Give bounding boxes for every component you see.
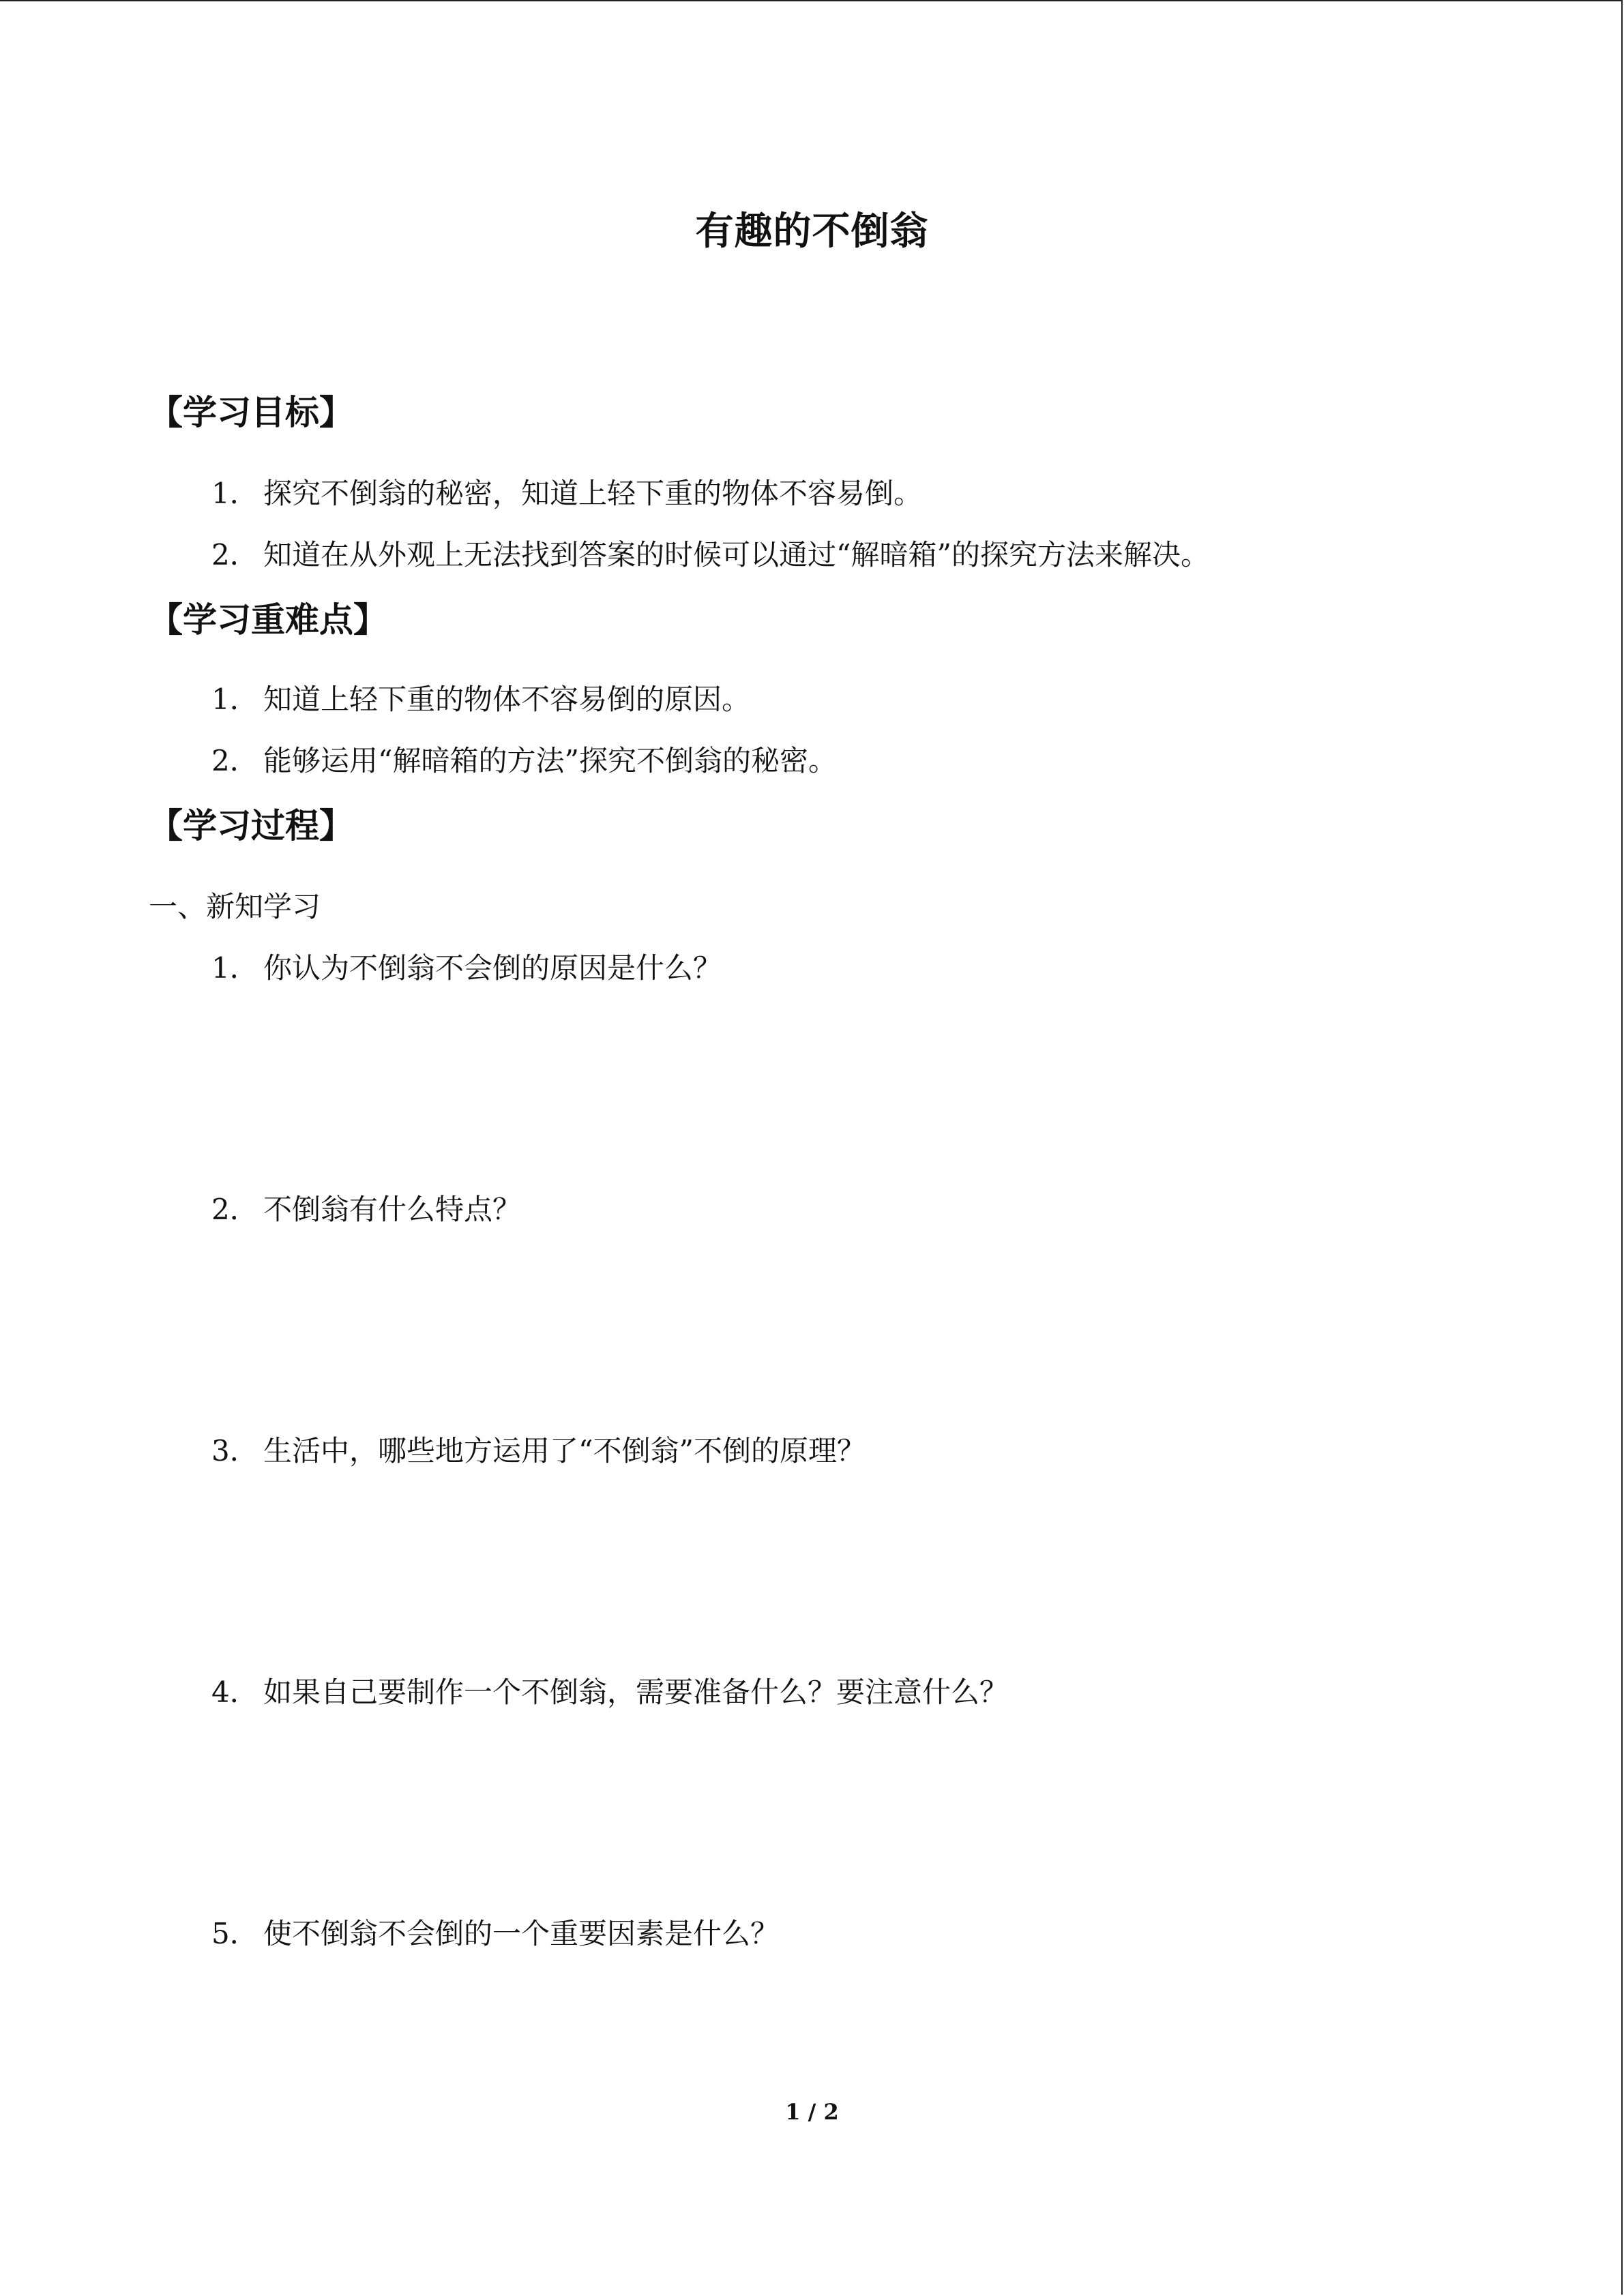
goal-item [211, 535, 1209, 576]
question-item [211, 1672, 1008, 1713]
goal-item-number: 1． [211, 477, 259, 510]
goal-item-text: 探究不倒翁的秘密，知道上轻下重的物体不容易倒。 [263, 477, 923, 510]
key-point-item [211, 679, 750, 720]
question-text: 生活中，哪些地方运用了“不倒翁”不倒的原理？ [263, 1434, 866, 1467]
goal-item-number: 2． [211, 538, 259, 571]
page-number: 1 / 2 [785, 2099, 839, 2125]
question-item [211, 948, 722, 989]
key-point-text: 知道上轻下重的物体不容易倒的原因。 [263, 683, 751, 716]
question-item [211, 1431, 866, 1472]
question-item [211, 1189, 521, 1230]
question-number: 3． [211, 1434, 259, 1467]
heading-learning-goals: 【学习目标】 [149, 393, 353, 432]
document-title: 有趣的不倒翁 [695, 209, 929, 254]
goal-item-text: 知道在从外观上无法找到答案的时候可以通过“解暗箱”的探究方法来解决。 [263, 538, 1209, 571]
key-point-number: 1． [211, 683, 259, 716]
heading-key-points: 【学习重难点】 [149, 600, 387, 640]
key-point-text: 能够运用“解暗箱的方法”探究不倒翁的秘密。 [263, 744, 837, 777]
question-number: 2． [211, 1193, 259, 1226]
key-point-item [211, 741, 837, 781]
question-number: 4． [211, 1675, 259, 1709]
question-text: 你认为不倒翁不会倒的原因是什么？ [263, 951, 722, 985]
question-number: 5． [211, 1917, 259, 1950]
question-number: 1． [211, 951, 259, 985]
question-item [211, 1913, 779, 1954]
question-text: 如果自己要制作一个不倒翁，需要准备什么？要注意什么？ [263, 1675, 1009, 1709]
goal-item [211, 473, 922, 514]
question-text: 使不倒翁不会倒的一个重要因素是什么？ [263, 1917, 780, 1950]
key-point-number: 2． [211, 744, 259, 777]
heading-learning-process: 【学习过程】 [149, 806, 353, 846]
question-text: 不倒翁有什么特点？ [263, 1193, 522, 1226]
section-title: 一、新知学习 [149, 890, 321, 923]
